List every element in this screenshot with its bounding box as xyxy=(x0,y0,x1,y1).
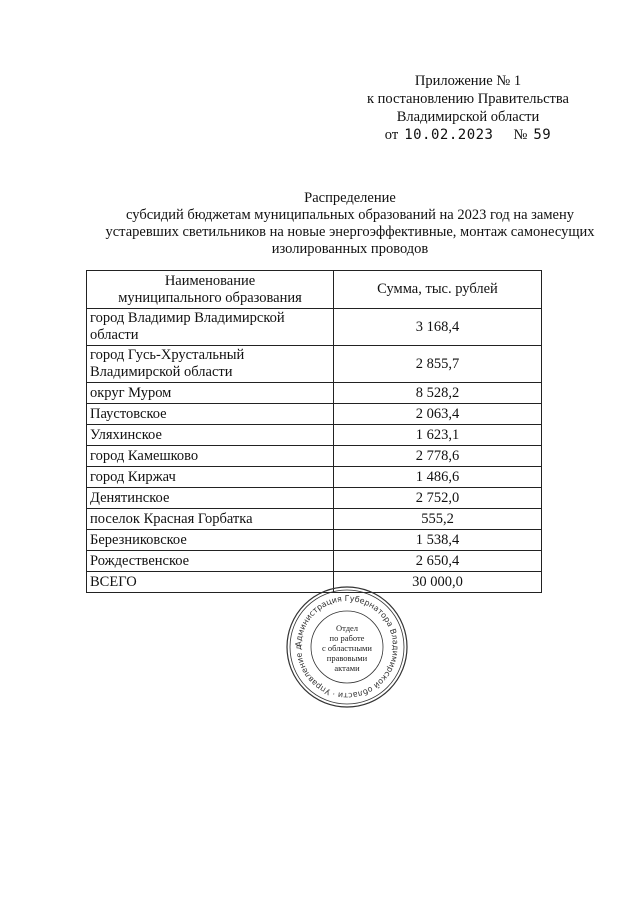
row-sum: 2 778,6 xyxy=(334,446,542,467)
row-sum: 1 623,1 xyxy=(334,425,542,446)
seal-center-line-5: актами xyxy=(334,663,360,673)
row-name: Уляхинское xyxy=(87,425,334,446)
seal-ring-text: Администрация Губернатора Владимирской области · Управление д xyxy=(293,593,401,701)
date-prefix: от xyxy=(384,127,399,143)
row-name: Березниковское xyxy=(87,530,334,551)
title-line-1: Распределение xyxy=(304,190,396,206)
document-title xyxy=(90,190,610,258)
table-header-row xyxy=(87,271,542,309)
row-name: поселок Красная Горбатка xyxy=(87,509,334,530)
header-sum: Сумма, тыс. рублей xyxy=(334,271,542,309)
row-name: город Камешково xyxy=(87,446,334,467)
seal-center-line-3: с областными xyxy=(322,643,372,653)
table-row xyxy=(87,509,542,530)
total-sum: 30 000,0 xyxy=(334,572,542,593)
annex-header xyxy=(338,72,598,144)
annex-region: Владимирской области xyxy=(396,109,540,125)
title-line-3: устаревших светильников на новые энергоэффективные, монтаж самонесущих xyxy=(105,224,595,240)
table-row xyxy=(87,551,542,572)
table-row xyxy=(87,309,542,346)
row-name: город Киржач xyxy=(87,467,334,488)
row-name-line-2: Владимирской области xyxy=(90,364,233,380)
title-line-4: изолированных проводов xyxy=(271,241,429,257)
row-name xyxy=(87,309,334,346)
table-row xyxy=(87,530,542,551)
row-name: округ Муром xyxy=(87,383,334,404)
row-sum: 8 528,2 xyxy=(334,383,542,404)
header-name-line-2: муниципального образования xyxy=(118,289,302,306)
seal-center-line-2: по работе xyxy=(329,633,365,643)
row-name: Рождественское xyxy=(87,551,334,572)
table-row xyxy=(87,467,542,488)
official-seal xyxy=(285,585,409,709)
resolution-date: 10.02.2023 xyxy=(404,127,494,143)
seal-center xyxy=(285,623,409,673)
annex-date-number xyxy=(338,126,598,144)
row-sum: 3 168,4 xyxy=(334,309,542,346)
table-row xyxy=(87,446,542,467)
row-name-line-1: город Гусь-Хрустальный xyxy=(90,347,245,363)
annex-title: Приложение № 1 xyxy=(414,73,522,89)
seal-center-line-1: Отдел xyxy=(335,623,359,633)
row-sum: 1 538,4 xyxy=(334,530,542,551)
seal-center-line-4: правовыми xyxy=(326,653,368,663)
row-name: Паустовское xyxy=(87,404,334,425)
table-row xyxy=(87,383,542,404)
row-sum: 2 855,7 xyxy=(334,346,542,383)
annex-resolution: к постановлению Правительства xyxy=(367,91,569,107)
resolution-number: 59 xyxy=(533,127,552,143)
row-sum: 2 650,4 xyxy=(334,551,542,572)
row-sum: 2 063,4 xyxy=(334,404,542,425)
header-name-line-1: Наименование xyxy=(164,272,256,289)
distribution-table xyxy=(86,270,542,593)
row-name-line-1: город Владимир Владимирской xyxy=(90,310,285,326)
row-sum: 1 486,6 xyxy=(334,467,542,488)
number-label: № xyxy=(513,127,528,143)
row-name xyxy=(87,346,334,383)
table-row xyxy=(87,346,542,383)
title-line-2: субсидий бюджетам муниципальных образований на 2023 год на замену xyxy=(126,207,574,223)
header-name xyxy=(87,271,334,309)
table-row xyxy=(87,488,542,509)
row-name-line-2: области xyxy=(90,327,139,343)
row-sum: 2 752,0 xyxy=(334,488,542,509)
total-label: ВСЕГО xyxy=(87,572,334,593)
row-name: Денятинское xyxy=(87,488,334,509)
table-row xyxy=(87,404,542,425)
table-row xyxy=(87,425,542,446)
row-sum: 555,2 xyxy=(334,509,542,530)
